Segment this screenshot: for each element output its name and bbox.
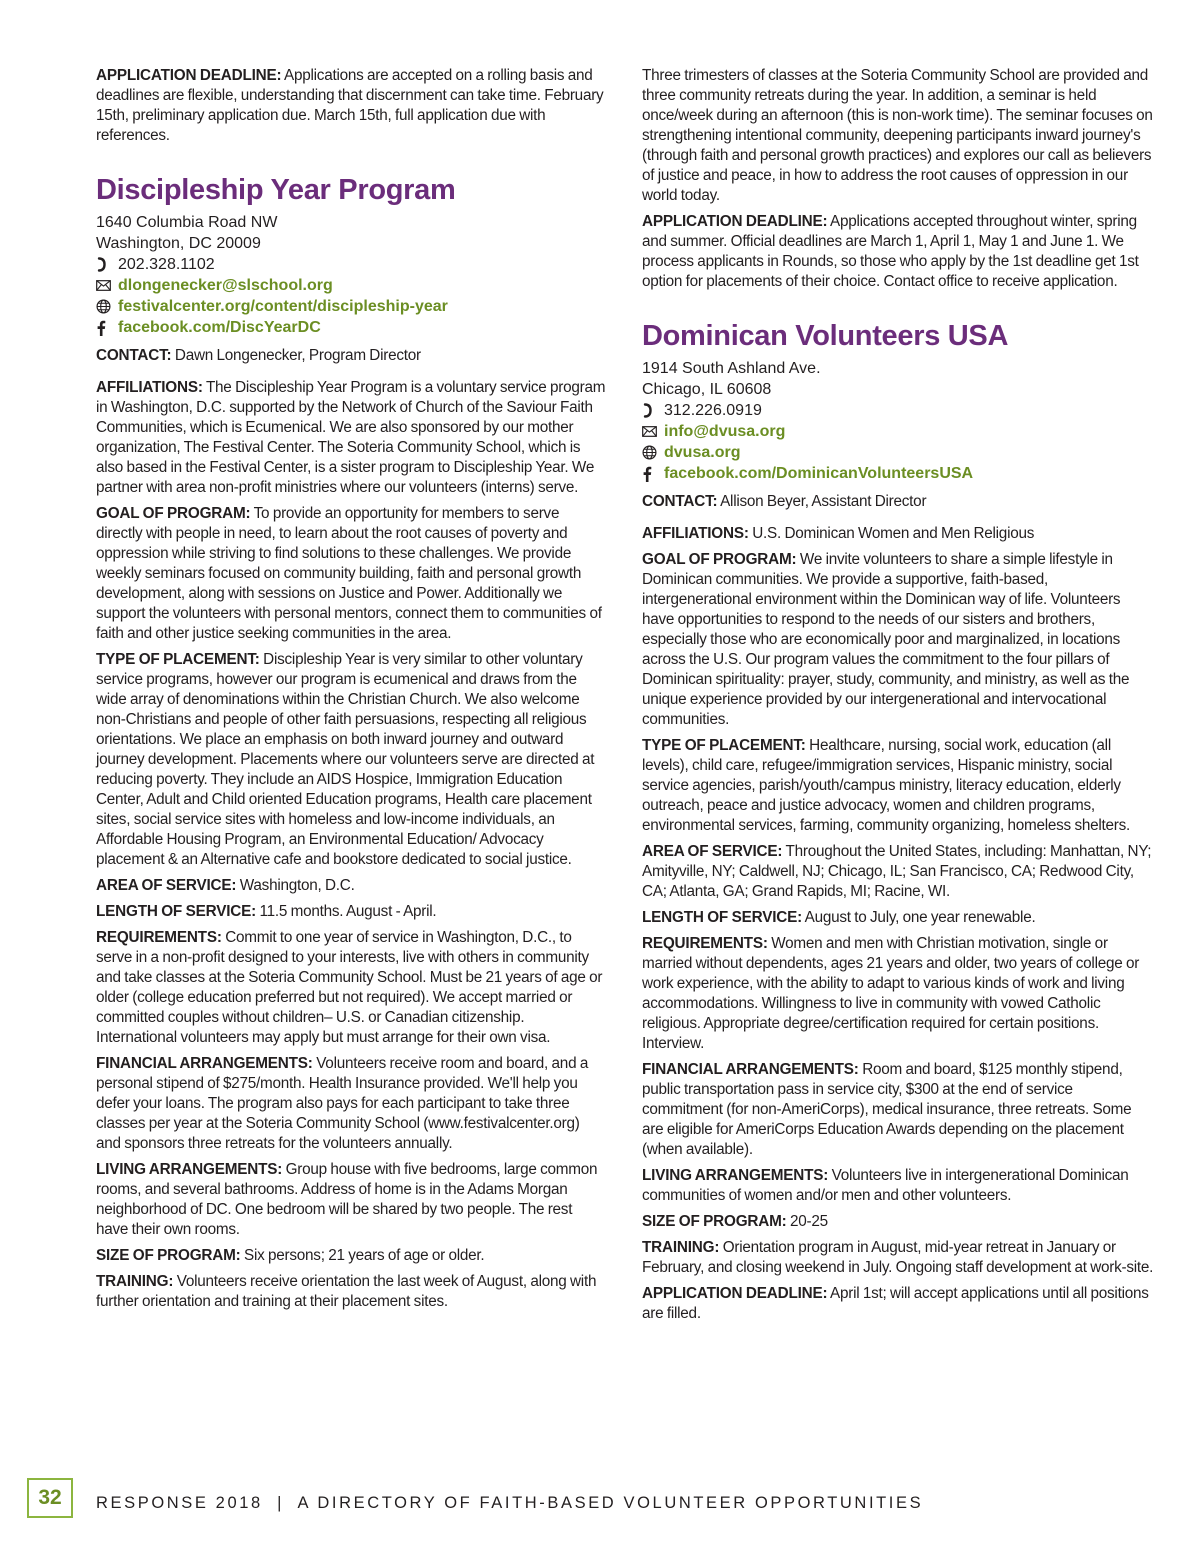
financial-label: FINANCIAL ARRANGEMENTS: [642, 1061, 859, 1078]
discipleship-email-link[interactable]: dlongenecker@slschool.org [118, 277, 333, 294]
dominican-address-line1: 1914 South Ashland Ave. [642, 360, 821, 377]
final-deadline-text: April 1st; will accept applications until all positions are filled. [642, 1285, 1149, 1322]
dominican-final-deadline [642, 1284, 1154, 1324]
length-label: LENGTH OF SERVICE: [96, 903, 256, 920]
discipleship-facebook-link[interactable]: facebook.com/DiscYearDC [118, 319, 321, 336]
goal-text: To provide an opportunity for members to serve directly with people in need, to learn about the root causes of poverty and oppression while striving to find solutions to these challenges. We provide weekly seminars focused on community building, faith and personal growth development, along with sessions on Justice and Power. Additionally we support the volunteers with personal mentors, connect them to communities of faith and other justice seeking communities in the area. [96, 505, 602, 642]
area-label: AREA OF SERVICE: [96, 877, 237, 894]
training-text: Orientation program in August, mid-year retreat in January or February, and closing weekend in July. Ongoing staff development at work-site. [642, 1239, 1154, 1276]
area-text: Throughout the United States, including: Manhattan, NY; Amityville, NY; Caldwell, NJ; Chicago, IL; San Francisco, CA; Redwood City, CA; Atlanta, GA; Grand Rapids, MI; Racine, WI. [642, 843, 1152, 900]
discipleship-facebook-row[interactable] [96, 317, 606, 338]
facebook-icon [642, 466, 664, 482]
discipleship-email-row[interactable] [96, 275, 606, 296]
final-deadline-label: APPLICATION DEADLINE: [642, 1285, 828, 1302]
dominican-placement [642, 736, 1154, 836]
goal-label: GOAL OF PROGRAM: [96, 505, 251, 522]
length-text: 11.5 months. August - April. [256, 903, 437, 920]
training-text: Volunteers receive orientation the last week of August, along with further orientation and training at their placement sites. [96, 1273, 597, 1310]
dominican-training [642, 1238, 1154, 1278]
financial-label: FINANCIAL ARRANGEMENTS: [96, 1055, 313, 1072]
deadline-label: APPLICATION DEADLINE: [642, 213, 828, 230]
placement-text: Healthcare, nursing, social work, education (all levels), child care, refugee/immigration services, Hispanic ministry, social service agencies, parish/youth/campus ministry, literacy education, elderly outreach, peace and justice advocacy, women and children programs, environmental services, farming, community organizing, homeless shelters. [642, 737, 1131, 834]
deadline-text: Applications accepted throughout winter, spring and summer. Official deadlines are March 1, April 1, May 1 and June 1. We process applicants in Rounds, so those who apply by the 1st deadline get 1st option for placements of their choice. Contact office to receive application. [642, 213, 1139, 290]
contact-text: Allison Beyer, Assistant Director [717, 493, 927, 510]
area-text: Washington, D.C. [236, 877, 355, 894]
dominican-area [642, 842, 1154, 902]
contact-label: CONTACT: [96, 347, 172, 364]
living-label: LIVING ARRANGEMENTS: [642, 1167, 829, 1184]
goal-text: We invite volunteers to share a simple lifestyle in Dominican communities. We provide a supportive, faith-based, intergenerational environment within the Dominican way of life. Volunteers have opportunities to respond to the needs of our sisters and brothers, especially those who are economically poor and marginalized, in locations across the U.S. Our program values the commitment to the four pillars of Dominican spirituality: prayer, study, community, and ministry, as well as the unique experience provided by our intergenerational and intervocational communities. [642, 551, 1130, 728]
intro-deadline-label: APPLICATION DEADLINE: [96, 67, 282, 84]
affiliations-text: The Discipleship Year Program is a voluntary service program in Washington, D.C. supported by the Network of Church of the Saviour Faith Communities, which is Ecumenical. We are also sponsored by our mother organization, The Festival Center. The Soteria Community School, which is also based in the Festival Center, is a sister program to Discipleship Year. We partner with area non-profit ministries where our volunteers (interns) serve. [96, 379, 606, 496]
left-column [96, 66, 606, 1318]
dominican-phone: 312.226.0919 [664, 402, 762, 419]
discipleship-phone-row [96, 254, 606, 275]
discipleship-address-line2: Washington, DC 20009 [96, 235, 261, 252]
envelope-icon [96, 280, 118, 291]
dominican-phone-row [642, 400, 1154, 421]
contact-label: CONTACT: [642, 493, 718, 510]
requirements-label: REQUIREMENTS: [96, 929, 222, 946]
affiliations-label: AFFILIATIONS: [642, 525, 749, 542]
footer-title: RESPONSE 2018 | A DIRECTORY OF FAITH-BASED VOLUNTEER OPPORTUNITIES [96, 1494, 924, 1512]
discipleship-deadline [642, 212, 1154, 292]
requirements-text: Commit to one year of service in Washington, D.C., to serve in a non-profit designed to your interests, live with others in community and take classes at the Soteria Community School. Must be 21 years of age or older (college education preferred but not required). We accept married or committed couples without children– U.S. or Canadian citizenship. International volunteers may apply but must arrange for their own visa. [96, 929, 603, 1046]
discipleship-training [96, 1272, 606, 1312]
globe-icon [642, 445, 664, 460]
dominican-affiliations [642, 524, 1154, 544]
globe-icon [96, 299, 118, 314]
dominican-volunteers-title: Dominican Volunteers USA [642, 320, 1009, 352]
goal-label: GOAL OF PROGRAM: [642, 551, 797, 568]
discipleship-financial [96, 1054, 606, 1154]
size-text: 20-25 [786, 1213, 828, 1230]
affiliations-text: U.S. Dominican Women and Men Religious [748, 525, 1035, 542]
facebook-icon [96, 320, 118, 336]
discipleship-continued-text: Three trimesters of classes at the Soteria Community School are provided and three community retreats during the year. In addition, a seminar is held once/week during an afternoon (this is non-work time). The seminar focuses on strengthening intentional community, deepening participants inward journey's (through faith and personal growth practices) and explores our call as believers of justice and peace, in how to address the root causes of oppression in our world today. [642, 67, 1153, 204]
living-text: Volunteers live in intergenerational Dominican communities of women and/or men and other volunteers. [642, 1167, 1129, 1204]
dominican-goal [642, 550, 1154, 730]
dominican-address-line2: Chicago, IL 60608 [642, 381, 772, 398]
contact-text: Dawn Longenecker, Program Director [171, 347, 421, 364]
living-label: LIVING ARRANGEMENTS: [96, 1161, 283, 1178]
placement-label: TYPE OF PLACEMENT: [96, 651, 260, 668]
discipleship-placement [96, 650, 606, 870]
financial-text: Volunteers receive room and board, and a personal stipend of $275/month. Health Insurance provided. We'll help you defer your loans. The program also pays for each participant to take three classes per year at the Soteria Community School (www.festivalcenter.org) and sponsors three retreats for the volunteers annually. [96, 1055, 589, 1152]
intro-deadline-text: Applications are accepted on a rolling basis and deadlines are flexible, understanding that discernment can take time. February 15th, preliminary application due. March 15th, full application due with references. [96, 67, 604, 144]
discipleship-contact [96, 346, 606, 366]
right-column [642, 66, 1154, 1330]
dominican-living [642, 1166, 1154, 1206]
placement-label: TYPE OF PLACEMENT: [642, 737, 806, 754]
size-label: SIZE OF PROGRAM: [96, 1247, 241, 1264]
financial-text: Room and board, $125 monthly stipend, public transportation pass in service city, $300 at the end of service commitment (for non-AmeriCorps), medical insurance, three retreats. Some are eligible for AmeriCorps Education Awards depending on the placement (when available). [642, 1061, 1132, 1158]
dominican-website-row[interactable] [642, 442, 1154, 463]
dominican-facebook-row[interactable] [642, 463, 1154, 484]
living-text: Group house with five bedrooms, large common rooms, and several bathrooms. Address of home is in the Adams Morgan neighborhood of DC. One bedroom will be shared by two people. The rest have their own rooms. [96, 1161, 598, 1238]
phone-icon [642, 403, 664, 418]
discipleship-address-line1: 1640 Columbia Road NW [96, 214, 278, 231]
discipleship-size [96, 1246, 606, 1266]
discipleship-area [96, 876, 606, 896]
discipleship-year-title: Discipleship Year Program [96, 174, 456, 206]
size-label: SIZE OF PROGRAM: [642, 1213, 787, 1230]
intro-deadline-paragraph [96, 66, 606, 146]
area-label: AREA OF SERVICE: [642, 843, 783, 860]
dominican-contact [642, 492, 1154, 512]
discipleship-phone: 202.328.1102 [118, 256, 215, 273]
requirements-label: REQUIREMENTS: [642, 935, 768, 952]
affiliations-label: AFFILIATIONS: [96, 379, 203, 396]
dominican-email-row[interactable] [642, 421, 1154, 442]
envelope-icon [642, 426, 664, 437]
size-text: Six persons; 21 years of age or older. [240, 1247, 485, 1264]
training-label: TRAINING: [96, 1273, 174, 1290]
training-label: TRAINING: [642, 1239, 720, 1256]
discipleship-affiliations [96, 378, 606, 498]
discipleship-living [96, 1160, 606, 1240]
dominican-financial [642, 1060, 1154, 1160]
placement-text: Discipleship Year is very similar to other voluntary service programs, however our program is ecumenical and draws from the wide array of denominations within the Christian Church. We also welcome non-Christians and people of other faith persuasions, respecting all religious orientations. We place an emphasis on both inward journey and outward journey development. Placements where our volunteers serve are directed at reducing poverty. They include an AIDS Hospice, Immigration Education Center, Adult and Child oriented Education programs, Health care placement sites, social service sites with homeless and low-income individuals, an Affordable Housing Program, an Environmental Education/ Advocacy placement & an Alternative cafe and bookstore dedicated to social justice. [96, 651, 595, 868]
discipleship-goal [96, 504, 606, 644]
dominican-length [642, 908, 1154, 928]
dominican-website-link[interactable]: dvusa.org [664, 444, 741, 461]
length-text: August to July, one year renewable. [802, 909, 1036, 926]
discipleship-requirements [96, 928, 606, 1048]
discipleship-length [96, 902, 606, 922]
dominican-facebook-link[interactable]: facebook.com/DominicanVolunteersUSA [664, 465, 974, 482]
requirements-text: Women and men with Christian motivation, single or married without dependents, ages 21 years and older, two years of college or work experience, with the ability to adapt to various kinds of work and living accommodations. Willingness to live in community with vowed Catholic religious. Appropriate degree/certification required for certain positions. Interview. [642, 935, 1140, 1052]
length-label: LENGTH OF SERVICE: [642, 909, 802, 926]
dominican-requirements [642, 934, 1154, 1054]
page-number: 32 [27, 1478, 73, 1518]
dominican-email-link[interactable]: info@dvusa.org [664, 423, 786, 440]
phone-icon [96, 257, 118, 272]
discipleship-website-link[interactable]: festivalcenter.org/content/discipleship-year [118, 298, 448, 315]
discipleship-website-row[interactable] [96, 296, 606, 317]
dominican-size [642, 1212, 1154, 1232]
